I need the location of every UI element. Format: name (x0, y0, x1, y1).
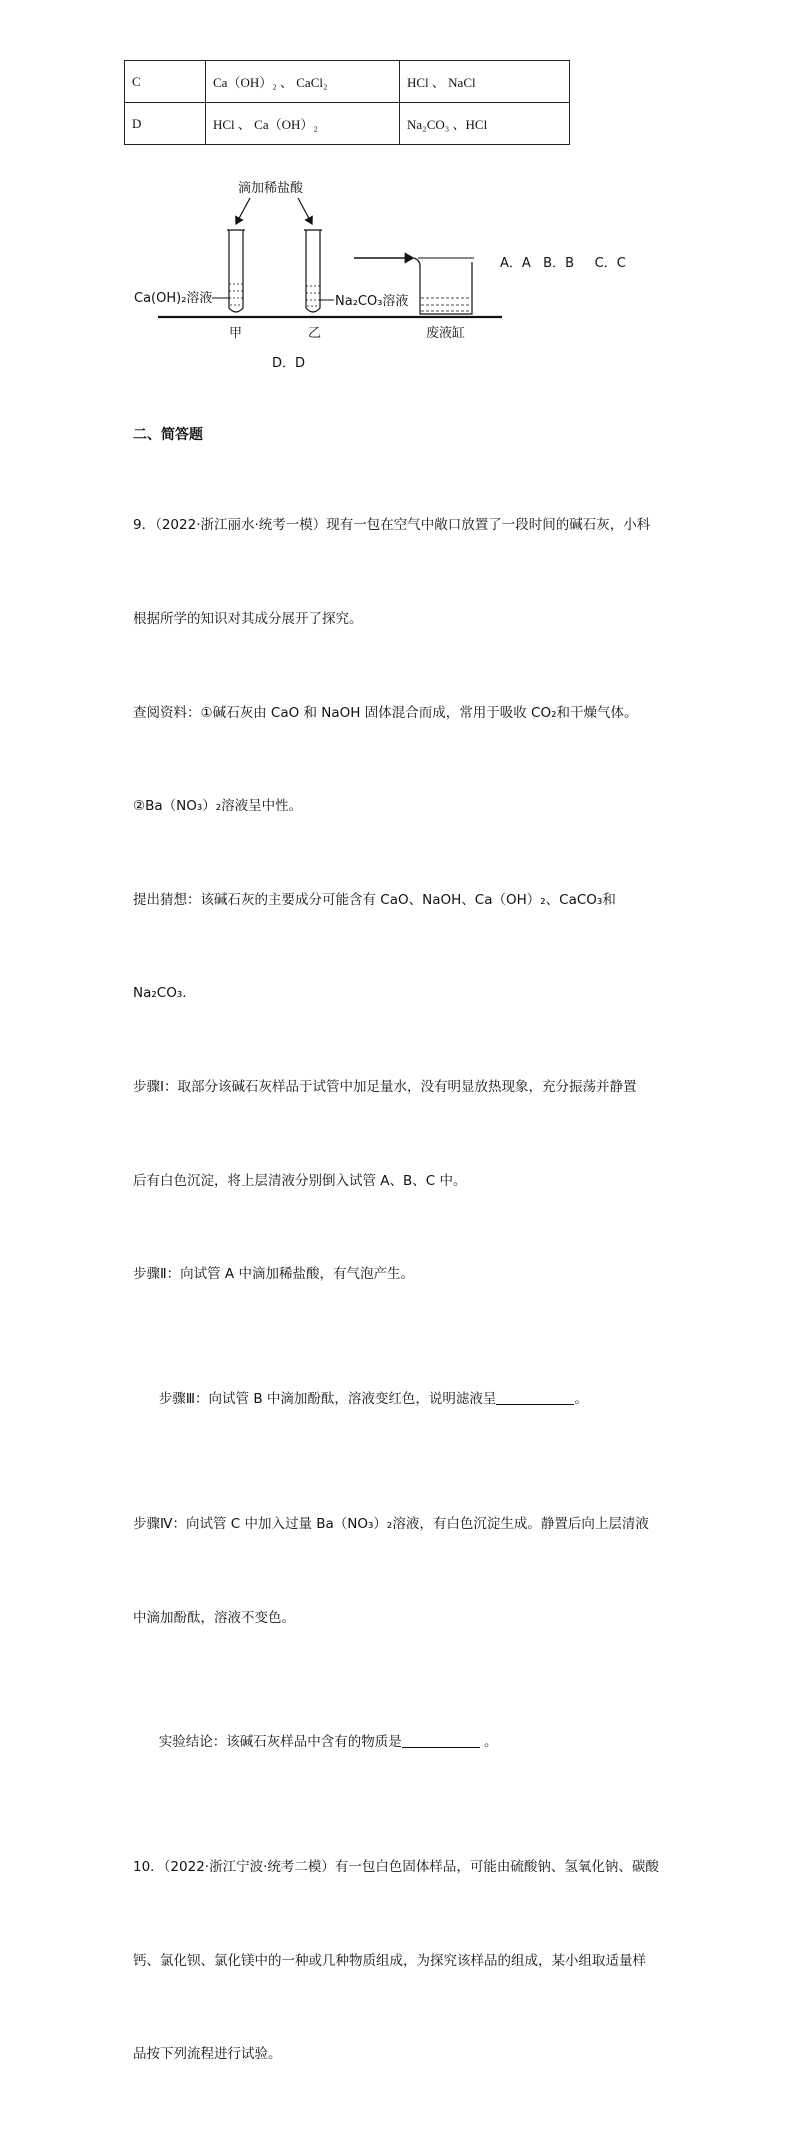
step3-text: 步骤Ⅲ：向试管 B 中滴加酚酞，溶液变红色，说明滤液呈 (158, 1391, 497, 1408)
table-cell: HCl 、 Ca（OH）₂ (206, 103, 400, 145)
answer-blank[interactable] (402, 1733, 480, 1748)
answer-options-table (124, 60, 570, 145)
q9-line: 中滴加酚酞，溶液不变色。 (133, 1609, 295, 1626)
q10-line: 10．（2022·浙江宁波·统考二模）有一包白色固体样品，可能由硫酸钠、氢氧化钠、碳酸 (133, 1859, 659, 1876)
q9-line: 9．（2022·浙江丽水·统考一模）现有一包在空气中敞口放置了一段时间的碱石灰，小科 (133, 517, 651, 534)
table-row (125, 61, 570, 103)
q10-line: 品按下列流程进行试验。 (133, 2046, 282, 2063)
tube2-label: 乙 (308, 326, 322, 341)
question-9 (133, 448, 663, 2133)
left-solution-label: Ca(OH)₂溶液 (134, 291, 213, 306)
top-label: 滴加稀盐酸 (238, 181, 304, 196)
table-row (125, 103, 570, 145)
experiment-figure (130, 172, 670, 372)
conclusion-text: 实验结论：该碱石灰样品中含有的物质是 (158, 1734, 402, 1751)
q9-line: Na₂CO₃. (133, 985, 187, 1002)
q9-line: 步骤Ⅰ：取部分该碱石灰样品于试管中加足量水，没有明显放热现象，充分振荡并静置 (133, 1079, 637, 1096)
table-cell: HCl 、 NaCl (400, 61, 570, 103)
conclusion-end: 。 (479, 1734, 498, 1751)
tube1-label: 甲 (229, 326, 243, 341)
test-tube-jia (227, 230, 245, 312)
q9-line (133, 1696, 663, 1790)
options-line-d: D．D (272, 356, 306, 371)
waste-beaker (414, 258, 474, 314)
row-label: D (125, 103, 206, 145)
options-line-abc: A．A B．B C．C (500, 256, 626, 271)
section-title: 二、简答题 (133, 427, 203, 443)
q9-line: ②Ba（NO₃）₂溶液呈中性。 (133, 798, 303, 815)
q9-line: 后有白色沉淀，将上层清液分别倒入试管 A、B、C 中。 (133, 1172, 467, 1189)
step3-end: 。 (574, 1391, 588, 1408)
arrow-left (236, 198, 250, 224)
q9-line: 步骤Ⅳ：向试管 C 中加入过量 Ba（NO₃）₂溶液，有白色沉淀生成。静置后向上层清液 (133, 1515, 649, 1532)
q9-line (133, 1353, 663, 1447)
row-label: C (125, 61, 206, 103)
beaker-label: 废液缸 (426, 326, 466, 341)
arrow-right (298, 198, 312, 224)
test-tube-yi (304, 230, 322, 312)
q9-line: 步骤Ⅱ：向试管 A 中滴加稀盐酸，有气泡产生。 (133, 1266, 414, 1283)
q10-line: 钙、氯化钡、氯化镁中的一种或几种物质组成，为探究该样品的组成，某小组取适量样 (133, 1952, 646, 1969)
q9-line: 查阅资料：①碱石灰由 CaO 和 NaOH 固体混合而成，常用于吸收 CO₂和干燥气体。 (133, 704, 638, 721)
table-cell: Na₂CO₃ 、HCl (400, 103, 570, 145)
answer-blank[interactable] (496, 1390, 574, 1405)
table-cell: Ca（OH）₂ 、 CaCl₂ (206, 61, 400, 103)
q9-line: 提出猜想：该碱石灰的主要成分可能含有 CaO、NaOH、Ca（OH）₂、CaCO₃和 (133, 891, 616, 908)
q9-line: 根据所学的知识对其成分展开了探究。 (133, 611, 363, 628)
right-solution-label: Na₂CO₃溶液 (335, 294, 409, 309)
